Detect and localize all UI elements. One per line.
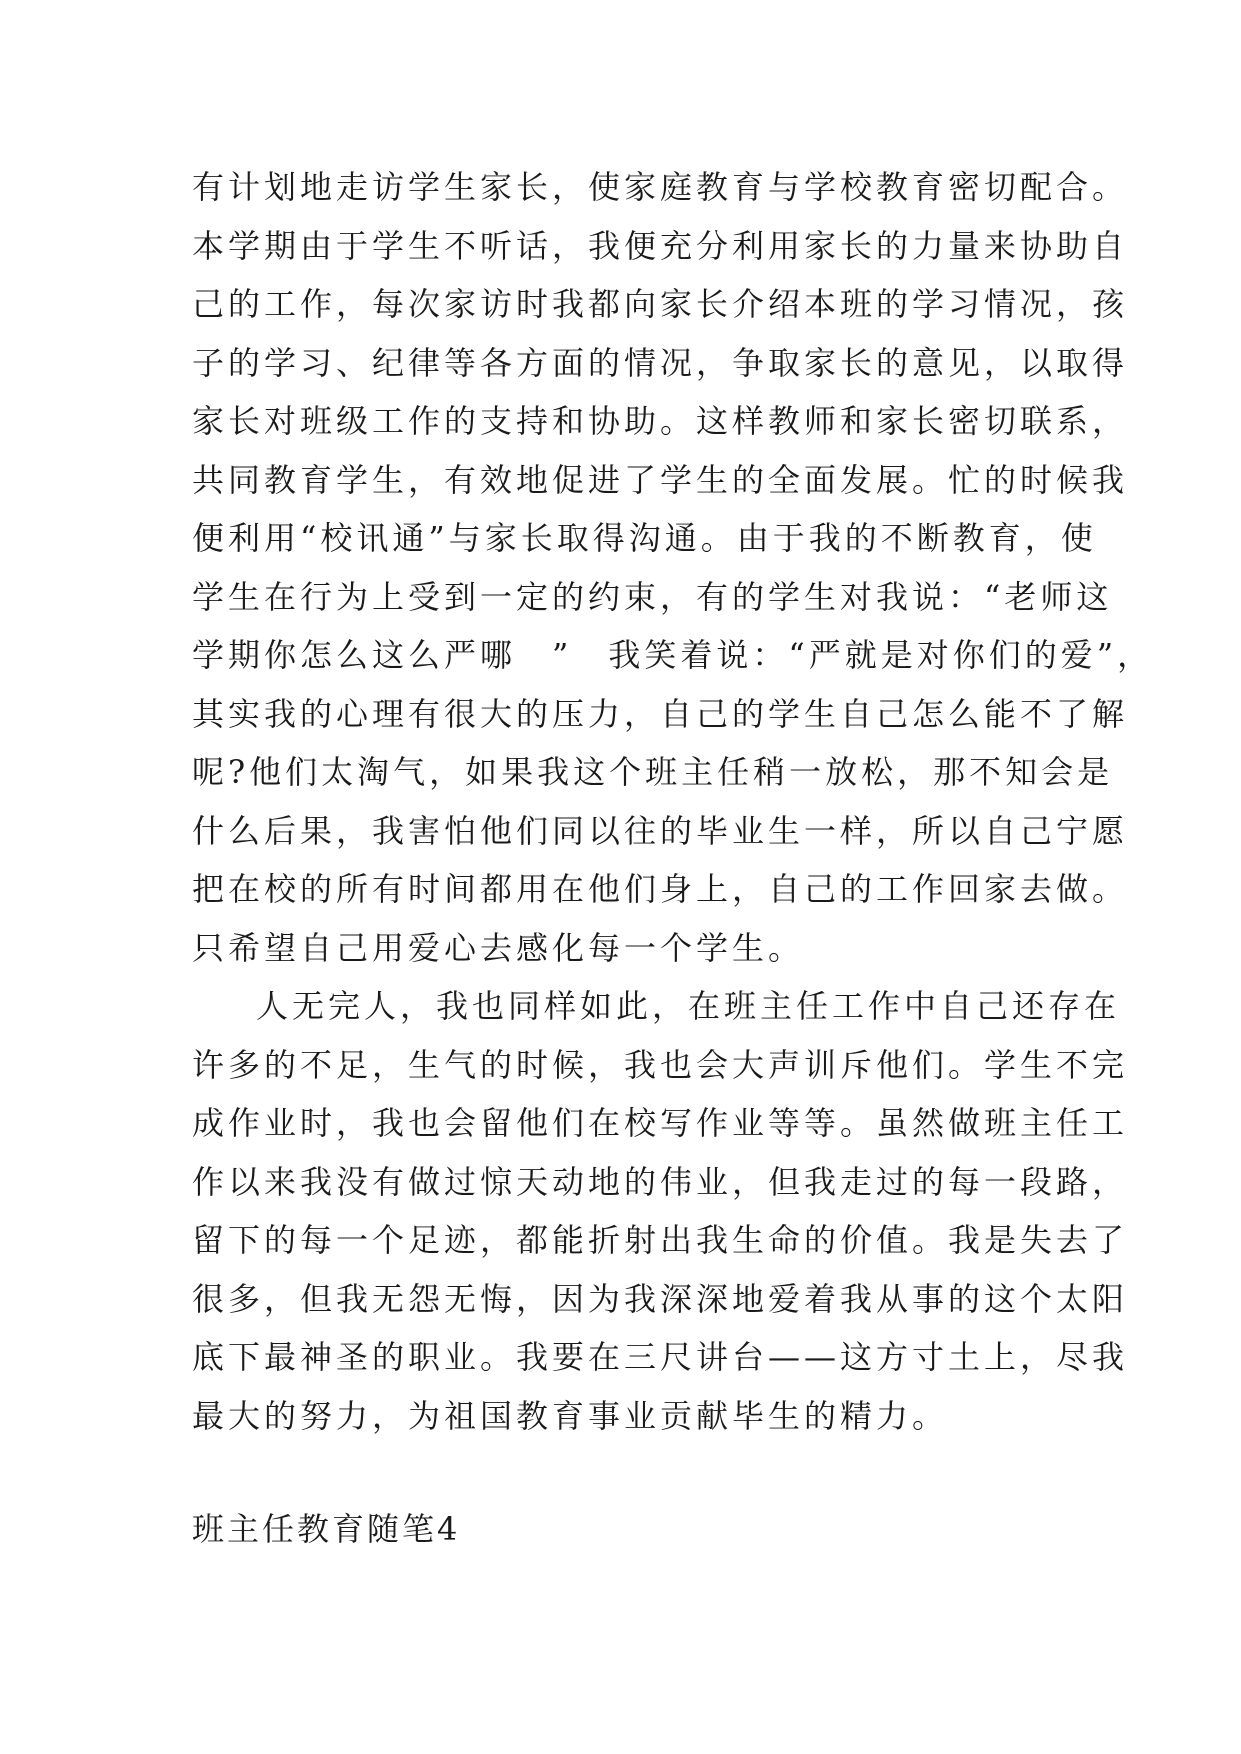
text-line: 呢?他们太淘气，如果我这个班主任稍一放松，那不知会是 (192, 753, 1114, 791)
paragraph-1 (192, 158, 1154, 977)
body-text (192, 158, 1154, 1445)
text-line: 子的学习、纪律等各方面的情况，争取家长的意见，以取得 (192, 343, 1129, 382)
text-line: 有计划地走访学生家长，使家庭教育与学校教育密切配合。 (192, 168, 1129, 206)
text-line: 人无完人，我也同样如此，在班主任工作中自己还存在 (256, 987, 1121, 1025)
text-line: 己的工作，每次家访时我都向家长介绍本班的学习情况，孩 (192, 285, 1129, 323)
text-line: 其实我的心理有很大的压力，自己的学生自己怎么能不了解 (192, 694, 1129, 733)
text-line: 只希望自己用爱心去感化每一个学生。 (192, 928, 805, 967)
paragraph-2 (192, 977, 1129, 1445)
text-line: 把在校的所有时间都用在他们身上，自己的工作回家去做。 (192, 870, 1129, 908)
text-line: 家长对班级工作的支持和协助。这样教师和家长密切联系， (192, 402, 1129, 440)
text-line: 便利用“校讯通”与家长取得沟通。由于我的不断教育，使 (192, 519, 1097, 557)
text-line: 共同教育学生，有效地促进了学生的全面发展。忙的时候我 (192, 460, 1129, 499)
text-line: 学期你怎么这么严哪 ” 我笑着说：“严就是对你们的爱”， (192, 636, 1154, 674)
text-line: 学生在行为上受到一定的约束，有的学生对我说：“老师这 (192, 577, 1113, 616)
text-line: 最大的努力，为祖国教育事业贡献毕生的精力。 (192, 1396, 949, 1435)
section-heading: 班主任教育随笔4 (192, 1510, 461, 1548)
text-line: 成作业时，我也会留他们在校写作业等等。虽然做班主任工 (192, 1104, 1129, 1142)
text-line: 留下的每一个足迹，都能折射出我生命的价值。我是失去了 (192, 1221, 1129, 1259)
text-line: 很多，但我无怨无悔，因为我深深地爱着我从事的这个太阳 (192, 1279, 1129, 1318)
text-line: 许多的不足，生气的时候，我也会大声训斥他们。学生不完 (192, 1045, 1129, 1084)
text-line: 本学期由于学生不听话，我便充分利用家长的力量来协助自 (192, 226, 1129, 265)
text-line: 作以来我没有做过惊天动地的伟业，但我走过的每一段路， (192, 1162, 1129, 1201)
text-line: 什么后果，我害怕他们同以往的毕业生一样，所以自己宁愿 (192, 811, 1129, 850)
text-line: 底下最神圣的职业。我要在三尺讲台——这方寸土上，尽我 (192, 1338, 1129, 1376)
